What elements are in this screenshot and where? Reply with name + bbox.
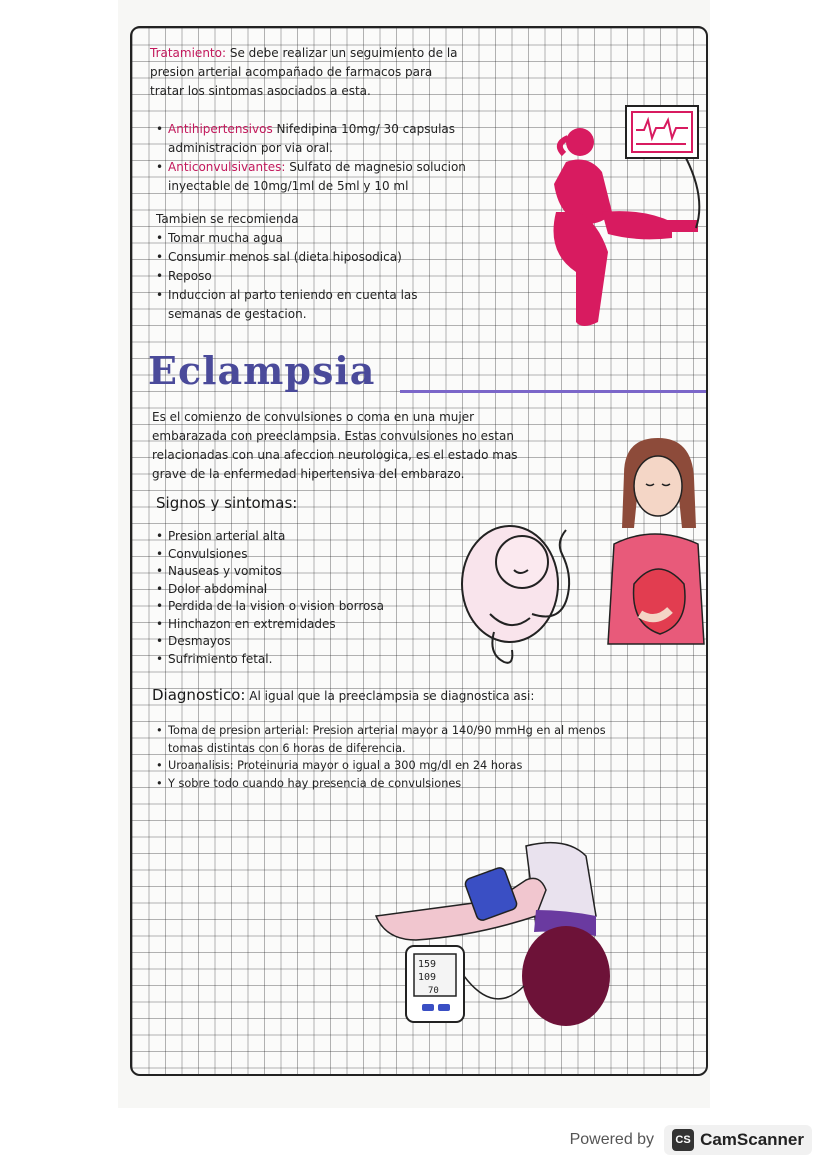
camscanner-brand: CamScanner [700,1130,804,1149]
camscanner-logo-icon: CS [672,1129,694,1151]
sign-8: Sufrimiento fetal. [168,651,273,666]
powered-by-label: Powered by [569,1131,655,1148]
fetus-illustration [450,514,590,674]
eclampsia-heading: Eclampsia [148,348,376,393]
signs-title: Signos y sintomas: [156,494,298,512]
tratamiento-line-2: presion arterial acompañado de farmacos para [150,65,433,79]
eclampsia-definition [152,408,518,484]
recommend-1: Tomar mucha agua [168,231,284,245]
eclampsia-underline [400,390,708,393]
definition-line-4: grave de la enfermedad hipertensiva del embarazo. [152,467,465,481]
drug-antihipertensivos: • Antihipertensivos Nifedipina 10mg/ 30 capsulas administracion por via oral. [156,122,456,155]
woman-pain-illustration [604,434,708,648]
definition-line-1: Es el comienzo de convulsiones o coma en una mujer [152,410,475,424]
sign-4: Dolor abdominal [168,581,268,596]
sign-7: Desmayos [168,634,231,648]
tratamiento-line-1: Se debe realizar un seguimiento de la [229,46,458,60]
signs-list: • Presion arterial alta • Convulsiones • Nauseas y vomitos • Dolor abdominal • Perdida de la vision o vision borrosa • Hinchazon en extremidades • Desmayos • Sufrimiento fetal. [156,529,384,666]
definition-line-3: relacionadas con una afeccion neurologica, es el estado mas [152,448,518,462]
notebook-card [130,26,708,1076]
tratamiento-title: Tratamiento: [150,46,227,60]
bp-pulse-value: 70 [428,986,439,996]
recommend-4: Induccion al parto teniendo en cuenta las [168,288,418,302]
recommend-2: Consumir menos sal (dieta hiposodica) [168,250,402,264]
bp-sys-value: 159 [418,959,437,970]
tratamiento-line-3: tratar los sintomas asociados a esta. [150,84,371,98]
diagnostico-row [152,686,534,706]
bp-dia-value: 109 [418,972,437,983]
diagnostico-list: • Toma de presion arterial: Presion arterial mayor a 140/90 mmHg en al menos tomas distintas con 6 horas de diferencia. • Uroanalisis: Proteinuria mayor o igual a 300 mg/dl en 24 horas • Y sobre todo cuando hay presencia de convulsiones [156,724,606,790]
drug-line-1a: Nifedipina 10mg/ 30 capsulas [276,122,456,136]
sign-5: Perdida de la vision o vision borrosa [168,599,384,613]
drug-line-2b: inyectable de 10mg/1ml de 5ml y 10 ml [168,179,409,193]
drug-anticonvulsivantes: • Anticonvulsivantes: Sulfato de magnesio solucion inyectable de 10mg/1ml de 5ml y 10 ml [156,160,466,193]
tratamiento-paragraph [150,44,458,101]
drug-line-2a: Sulfato de magnesio solucion [289,160,466,174]
sign-2: Convulsiones [168,546,248,561]
drug-line-1b: administracion por via oral. [168,141,333,155]
definition-line-2: embarazada con preeclampsia. Estas convulsiones no estan [152,429,514,443]
recommend-title: Tambien se recomienda [156,212,299,226]
diag-2: tomas distintas con 6 horas de diferencia. [168,741,406,755]
sign-3: Nauseas y vomitos [168,564,282,578]
recommend-5: semanas de gestacion. [168,307,307,321]
diag-1: Toma de presion arterial: Presion arterial mayor a 140/90 mmHg en al menos [168,724,606,737]
diag-3: Uroanalisis: Proteinuria mayor o igual a 300 mg/dl en 24 horas [168,759,523,772]
diagnostico-intro: Al igual que la preeclampsia se diagnostica asi: [249,689,535,703]
drug-name-2: Anticonvulsivantes: [168,160,286,174]
pregnant-woman-monitor-illustration [536,102,706,342]
sign-1: Presion arterial alta [168,529,286,543]
camscanner-badge[interactable] [664,1125,812,1155]
diagnostico-title: Diagnostico: [152,686,246,704]
recommendations: Tambien se recomienda • Tomar mucha agua • Consumir menos sal (dieta hiposodica) • Reposo • Induccion al parto teniendo en cuenta las semanas de gestacion. [156,212,418,321]
camscanner-footer [570,1123,812,1157]
drug-name-1: Antihipertensivos [168,122,273,136]
diag-4: Y sobre todo cuando hay presencia de convulsiones [168,776,462,790]
scanned-page [118,0,710,1108]
sign-6: Hinchazon en extremidades [168,616,336,631]
recommend-3: Reposo [168,269,212,283]
blood-pressure-monitor-illustration [366,836,616,1036]
